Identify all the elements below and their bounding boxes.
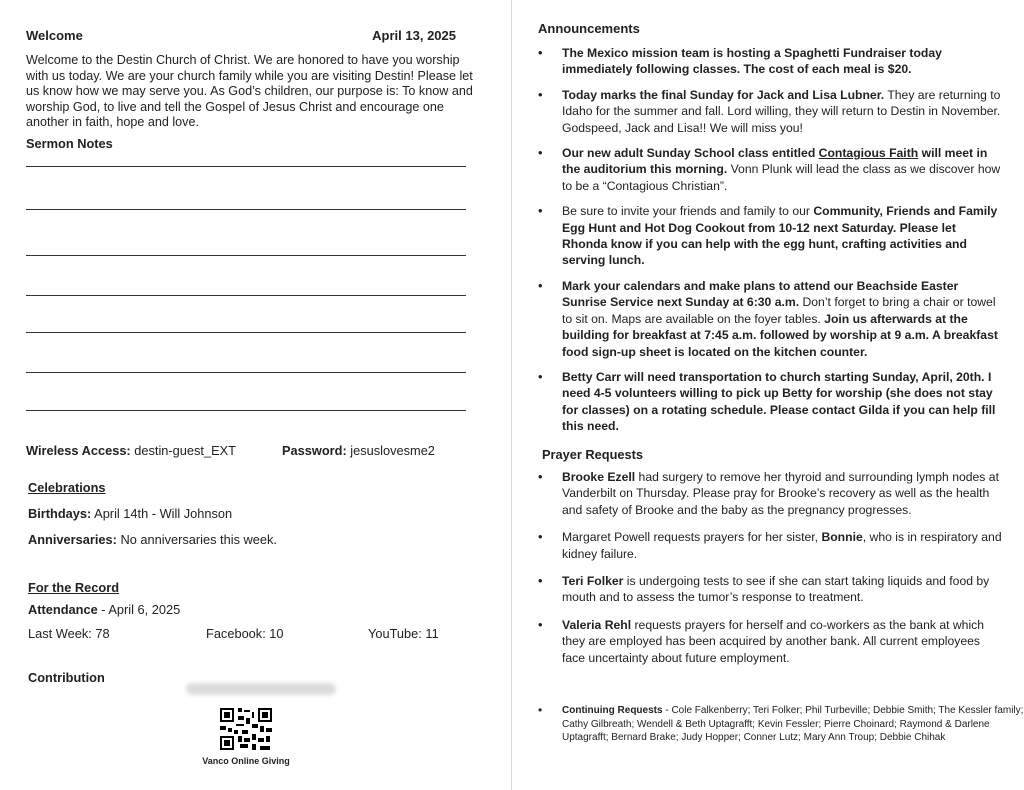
- announcement-item: [538, 45, 1004, 78]
- announcement-text: Our new adult Sunday School class entitled: [562, 146, 819, 161]
- announcement-item: [538, 87, 1004, 136]
- announcement-text: will meet in the auditorium this morning.: [562, 146, 988, 177]
- prayer-name: Brooke Ezell: [562, 470, 636, 484]
- continuing-label: Continuing Requests: [562, 705, 663, 716]
- announcement-text: Vonn Plunk will lead the class as we discover how to be a “Contagious Christian”.: [562, 162, 1001, 193]
- announcement-text: Mark your calendars and make plans to attend our Beachside Easter Sunrise Service next Sunday at 6:30 a.m.: [562, 278, 959, 310]
- announcement-item: [538, 145, 1004, 194]
- password-label: Password:: [282, 443, 347, 458]
- sermon-note-line: [26, 295, 466, 296]
- birthdays-line: [28, 506, 232, 521]
- anniversaries-line: [28, 532, 277, 547]
- password-value: jesuslovesme2: [350, 443, 435, 458]
- welcome-text: Welcome to the Destin Church of Christ. We are honored to have you worship with us today. We are your church family while you are visiting Destin! Please let us know how we may serve you. As God’s children, our purpose is: To know and worship God, to live and tell the Gospel of Jesus Christ and encourage one another in faith, hope and love.: [26, 53, 473, 129]
- record-title: For the Record: [28, 580, 120, 595]
- announcement-text: Today marks the final Sunday for Jack and Lisa Lubner.: [562, 87, 885, 102]
- sermon-note-line: [26, 332, 466, 333]
- prayer-name: Bonnie: [821, 530, 863, 545]
- sermon-note-line: [26, 255, 466, 256]
- sermon-note-line: [26, 410, 466, 411]
- attendance-label: Attendance: [28, 602, 98, 617]
- sermon-note-line: [26, 166, 466, 167]
- announcement-text: Join us afterwards at the building for breakfast at 7:45 a.m. followed by worship at 9 a.m. A breakfast food sign-up sheet is located on the kitchen counter.: [562, 311, 998, 359]
- prayer-item: [538, 469, 1004, 518]
- announcement-item: [538, 203, 1004, 269]
- wireless-access-label: Wireless Access:: [26, 443, 131, 458]
- announcement-text: Community, Friends and Family Egg Hunt and Hot Dog Cookout from 10-12 next Saturday. Please let Rhonda know if you can help with the egg hunt, crafting activities and serving lunch.: [562, 204, 998, 268]
- contribution-title: Contribution: [28, 670, 105, 685]
- wireless-info: [26, 443, 486, 458]
- wireless-network: destin-guest_EXT: [134, 443, 236, 458]
- prayer-item: [538, 529, 1004, 562]
- welcome-header: [26, 28, 456, 43]
- anniversaries-value: No anniversaries this week.: [120, 532, 277, 547]
- attendance-date: - April 6, 2025: [97, 602, 181, 617]
- prayer-text: , who is in respiratory and kidney failure.: [562, 530, 1002, 561]
- prayer-requests-title: Prayer Requests: [542, 447, 644, 462]
- prayer-name: Teri Folker: [562, 574, 624, 589]
- qr-code-icon[interactable]: [218, 706, 274, 752]
- announcement-item: [538, 369, 1004, 435]
- announcements-list: [538, 45, 1004, 444]
- sermon-note-line: [26, 372, 466, 373]
- announcement-text: Betty Carr will need transportation to church starting Sunday, April, 20th. I need 4-5 volunteers willing to pick up Betty for worship (she does not stay for classes) on a rotating schedule. Please contact Gilda if you can help fill this need.: [562, 369, 996, 434]
- sermon-note-line: [26, 209, 466, 210]
- prayer-item: [538, 573, 1004, 606]
- prayer-text: requests prayers for herself and co-workers as the bank at which they are employed has been acquired by another bank. All current employees face uncertainty about future employment.: [562, 617, 985, 665]
- announcements-title: Announcements: [538, 21, 640, 36]
- redacted-text: [186, 683, 336, 695]
- stat-facebook: Facebook: 10: [206, 626, 284, 641]
- prayer-list: [538, 469, 1004, 675]
- bulletin-date: April 13, 2025: [372, 28, 456, 43]
- announcement-text: Don’t forget to bring a chair or towel to sit on. Maps are available on the foyer tables.: [562, 295, 996, 326]
- continuing-text: - Cole Falkenberry; Teri Folker; Phil Turbeville; Debbie Smith; The Kessler family; Cathy Gilbreath; Wendell & Beth Uptagrafft; Kevin Fessler; Pierre Choinard; Raymond & Darlene Uptagrafft; Bernard Brake; Judy Hopper; Conner Lutz; Mary Ann Troup; Debbie Chihak: [562, 705, 1024, 743]
- qr-caption: Vanco Online Giving: [202, 756, 290, 766]
- continuing-requests: [538, 704, 1024, 745]
- prayer-text: Margaret Powell requests prayers for her sister,: [562, 530, 822, 545]
- announcement-item: [538, 278, 1004, 360]
- announcement-text: Be sure to invite your friends and family to our: [562, 204, 814, 219]
- prayer-name: Valeria Rehl: [562, 617, 632, 632]
- prayer-item: [538, 617, 1004, 666]
- stat-youtube: YouTube: 11: [368, 626, 439, 641]
- right-panel: [512, 0, 1024, 790]
- attendance-line: [28, 602, 180, 617]
- stat-last-week: Last Week: 78: [28, 626, 110, 641]
- birthdays-label: Birthdays:: [28, 506, 92, 521]
- prayer-text: had surgery to remove her thyroid and surrounding lymph nodes at Vanderbilt on Thursday. Please pray for Brooke’s recovery as well as the health and safety of Brooke and the baby as the pregnancy progresses.: [562, 470, 999, 517]
- sermon-notes-title: Sermon Notes: [26, 136, 113, 151]
- class-title: Contagious Faith: [818, 146, 919, 161]
- announcement-text: The Mexico mission team is hosting a Spaghetti Fundraiser today immediately following classes. The cost of each meal is $20.: [562, 46, 942, 77]
- prayer-text: is undergoing tests to see if she can start taking liquids and food by mouth and to assess the tumor’s response to treatment.: [562, 574, 990, 605]
- welcome-heading: Welcome: [26, 28, 83, 43]
- birthdays-value: April 14th - Will Johnson: [94, 506, 233, 521]
- announcement-text: They are returning to Idaho for the summer and fall. Lord willing, they will return to Destin in November. Godspeed, Jack and Lisa!! We will miss you!: [562, 87, 1001, 135]
- wireless-password: [282, 443, 435, 458]
- celebrations-title: Celebrations: [28, 480, 106, 495]
- anniversaries-label: Anniversaries:: [28, 532, 117, 547]
